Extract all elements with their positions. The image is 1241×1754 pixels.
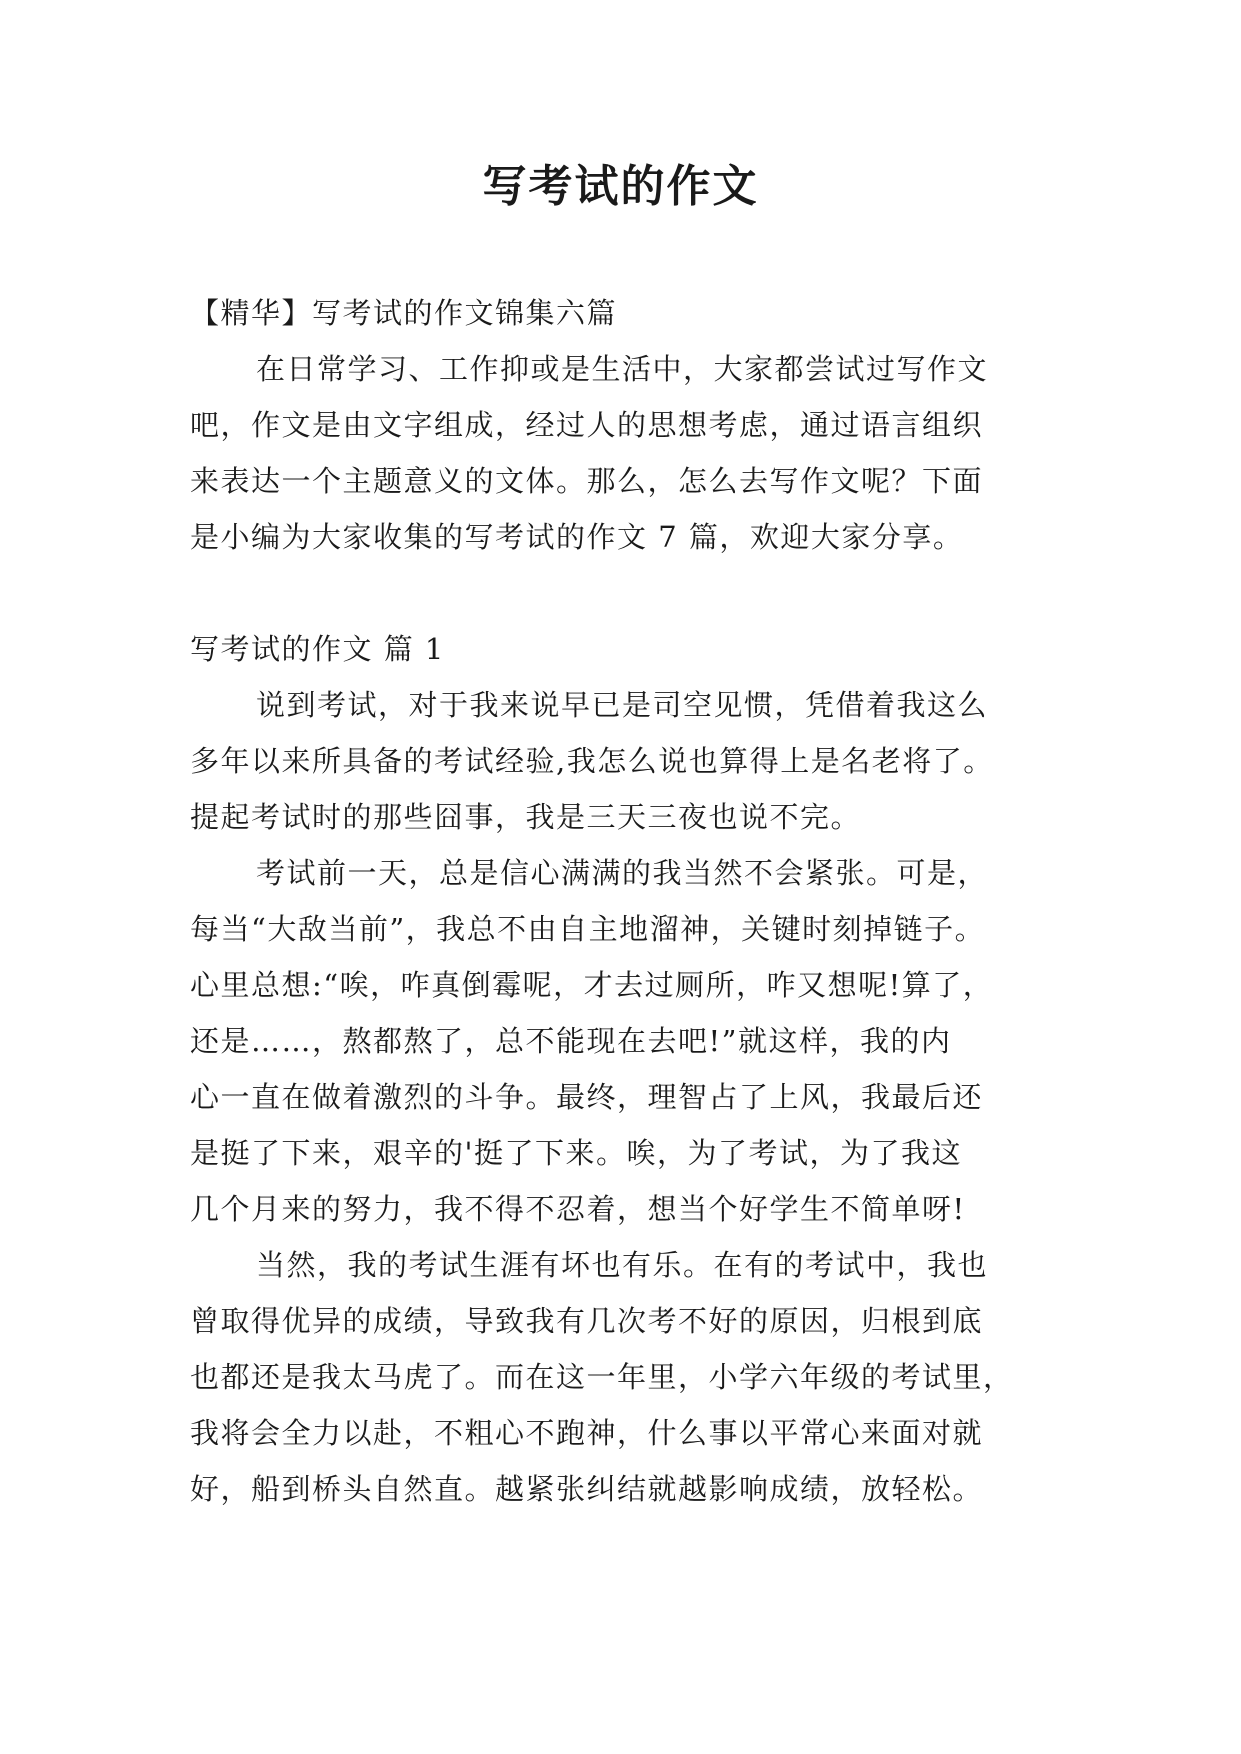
- paragraph-spacer: [190, 565, 1060, 621]
- paragraph-line: 是挺了下来，艰辛的'挺了下来。唉，为了考试，为了我这: [190, 1136, 962, 1170]
- body-paragraph-2: [190, 845, 1060, 1237]
- paragraph-line: 好，船到桥头自然直。越紧张纠结就越影响成绩，放轻松。: [190, 1472, 984, 1506]
- paragraph-line: 当然，我的考试生涯有坏也有乐。在有的考试中，我也: [256, 1248, 989, 1282]
- document-subtitle: 【精华】写考试的作文锦集六篇: [190, 296, 618, 330]
- paragraph-line: 心一直在做着激烈的斗争。最终，理智占了上风，我最后还: [190, 1080, 984, 1114]
- paragraph-line: 还是……，熬都熬了，总不能现在去吧!”就这样，我的内: [190, 1024, 952, 1058]
- paragraph-line: 也都还是我太马虎了。而在这一年里，小学六年级的考试里，: [190, 1360, 1014, 1394]
- paragraph-line: 多年以来所具备的考试经验,我怎么说也算得上是名老将了。: [190, 744, 994, 778]
- paragraph-line: 说到考试，对于我来说早已是司空见惯，凭借着我这么: [256, 688, 989, 722]
- document-title: 写考试的作文: [482, 161, 759, 212]
- body-paragraph-3: [190, 1237, 1060, 1517]
- intro-line: 吧，作文是由文字组成，经过人的思想考虑，通过语言组织: [190, 408, 984, 442]
- paragraph-line: 心里总想:“唉，咋真倒霉呢，才去过厕所，咋又想呢!算了，: [190, 968, 994, 1002]
- paragraph-line: 每当“大敌当前”，我总不由自主地溜神，关键时刻掉链子。: [190, 912, 986, 946]
- paragraph-line: 曾取得优异的成绩，导致我有几次考不好的原因，归根到底: [190, 1304, 984, 1338]
- intro-line: 是小编为大家收集的写考试的作文 7 篇，欢迎大家分享。: [190, 520, 964, 554]
- document-body: [190, 285, 1060, 1517]
- paragraph-line: 我将会全力以赴，不粗心不跑神，什么事以平常心来面对就: [190, 1416, 984, 1450]
- intro-paragraph: [190, 341, 1060, 565]
- paragraph-line: 提起考试时的那些囧事，我是三天三夜也说不完。: [190, 800, 862, 834]
- intro-line: 来表达一个主题意义的文体。那么，怎么去写作文呢？下面: [190, 464, 984, 498]
- paragraph-line: 考试前一天，总是信心满满的我当然不会紧张。可是，: [256, 856, 989, 890]
- section-heading: 写考试的作文 篇 1: [190, 632, 445, 666]
- intro-line: 在日常学习、工作抑或是生活中，大家都尝试过写作文: [256, 352, 989, 386]
- body-paragraph-1: [190, 677, 1060, 845]
- paragraph-line: 几个月来的努力，我不得不忍着，想当个好学生不简单呀!: [190, 1192, 966, 1226]
